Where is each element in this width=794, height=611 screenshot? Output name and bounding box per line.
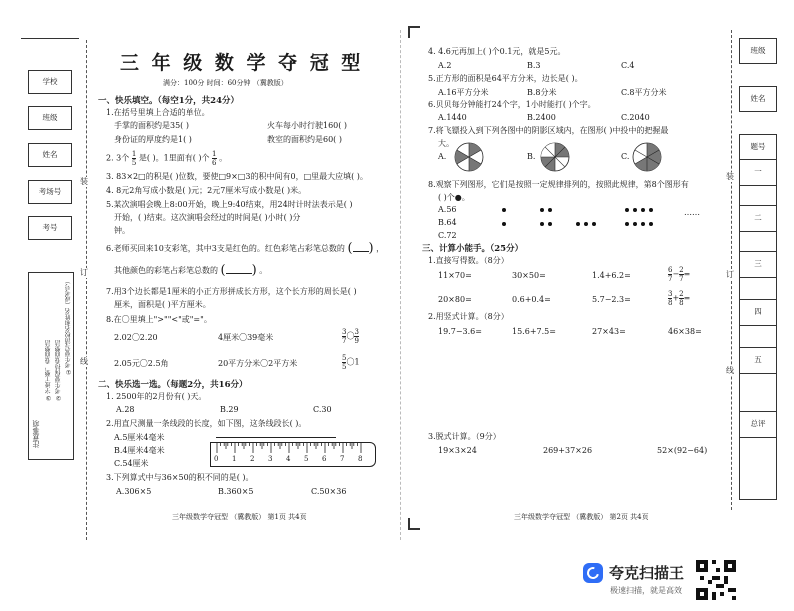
s3-p2: 2.用竖式计算。（8分）: [428, 312, 509, 321]
fraction-5-5: $\frac{5}{5}$: [342, 354, 347, 371]
p2-q8b: ( )个●。: [438, 193, 470, 202]
s2-q3-opt-a: A.306×5: [116, 487, 152, 496]
stub-class: [28, 106, 72, 130]
exam-meta: 满分：100分 时间：60分钟 （冀教版）: [163, 79, 288, 87]
qr-code-icon: [696, 560, 736, 600]
page-2-footer: 三年级数学夺冠型 （冀教版） 第2页 共4页: [514, 513, 649, 521]
s2-q2-opt-c: C.54厘米: [114, 459, 149, 468]
binding-dashed-line: [86, 40, 87, 540]
p2-q7-opt-a: A.: [438, 152, 447, 161]
s3-r4-1: 19×3×24: [438, 446, 477, 455]
s3-r2-4: $\frac{3}{8}$ + $\frac{2}{8}$ =: [668, 290, 691, 307]
right-total: [739, 412, 777, 438]
section-3-heading: 三、计算小能手。（25分）: [422, 244, 524, 254]
stub-name: [28, 143, 72, 167]
s1-q6-comma: ，: [376, 244, 385, 253]
p2-q6-opt-a: A.1440: [438, 113, 467, 122]
s2-q2-opt-b: B.4厘米4毫米: [114, 446, 165, 455]
ruler-label-1: 1: [232, 455, 237, 463]
right-q5: [739, 348, 777, 374]
compare-2: 4厘米〇39毫米: [218, 333, 274, 342]
right-q4: [739, 300, 777, 326]
p2-q8: 8.观察下列图形，它们是按照一定规律排列的，按照此规律，第8个图形有: [428, 180, 689, 189]
fraction-1-5: $\frac{1}{5}$: [131, 150, 137, 167]
ruler-label-4: 4: [286, 455, 291, 463]
dots-ellipsis: ……: [684, 208, 700, 217]
compare-5: 20平方分米〇2平方米: [218, 359, 298, 368]
s3-r2-1: 20×80=: [438, 295, 472, 304]
s1-q5b: 开始，( )结束。这次演唱会经过的时间是( )小时( )分: [114, 213, 301, 222]
p2-q7b: 大。: [438, 139, 454, 148]
right-q3: [739, 252, 777, 278]
notice-line-2: ②考生要保持卷面整洁: [55, 340, 62, 401]
exam-title: 三 年 级 数 学 夺 冠 型: [120, 52, 364, 74]
right-name: [739, 86, 777, 112]
dartboard-c: [632, 142, 662, 172]
compare-4: 2.05元〇2.5角: [114, 359, 169, 368]
s2-q3-opt-c: C.50×36: [311, 487, 347, 496]
right-class: [739, 38, 777, 64]
p2-q7-opt-c: C.: [621, 152, 630, 161]
right-q2-score: [739, 232, 777, 252]
fraction-6-7: $\frac{6}{7}$: [668, 266, 673, 283]
s3-r1-3: 1.4+6.2=: [592, 271, 631, 280]
s1-q6c-end: 。: [259, 266, 268, 275]
s3-r3-2: 15.6+7.5=: [512, 327, 556, 336]
s3-r1-2: 30×50=: [512, 271, 546, 280]
stub-room: [28, 180, 72, 204]
ruler-label-5: 5: [304, 455, 309, 463]
stub-school-label: 学校: [42, 77, 58, 86]
blank-fraction-1: ( ): [347, 241, 374, 256]
fraction-2-7: $\frac{2}{7}$: [679, 266, 684, 283]
s2-q1: 1. 2500年的2月份有( )天。: [106, 392, 207, 401]
right-total-score: [739, 438, 777, 500]
s1-q1d: 教室的面积约是60( ): [267, 135, 342, 144]
s2-q2-opt-a: A.5厘米4毫米: [114, 433, 165, 442]
compare-6: $\frac{5}{5}$ 〇1: [342, 354, 360, 371]
s1-q3: 3. 83×2□的积是( )位数，要使□9×□3的积中间有0，□里最大应填( )。: [106, 172, 368, 181]
s1-q6c: [114, 263, 268, 278]
page-1-footer: 三年级数学夺冠型 （冀教版） 第1页 共4页: [172, 513, 307, 521]
ruler-label-2: 2: [250, 455, 255, 463]
s1-q6c-text: 其他颜色的彩笔占彩笔总数的: [114, 266, 218, 275]
fraction-3-8: $\frac{3}{8}$: [668, 290, 673, 307]
right-q3-score: [739, 278, 777, 300]
dartboard-a: [454, 142, 484, 172]
notice-line-1: ①考生要写清校名和姓名（或考号）: [65, 278, 72, 375]
compare-1: 2.02〇2.20: [114, 333, 158, 342]
ruler-label-0: 0: [214, 455, 219, 463]
s1-q7: 7.用3个边长都是1厘米的小正方形拼成长方形，这个长方形的周长是( ): [106, 287, 357, 296]
p2-q4: 4. 4.6元再加上( )个0.1元，就是5元。: [428, 47, 566, 56]
p2-q6-opt-b: B.2400: [527, 113, 556, 122]
s3-p1: 1.直接写得数。（8分）: [428, 256, 509, 265]
s1-q1a: 手掌的面积约是35( ): [114, 121, 189, 130]
s2-q1-opt-c: C.30: [313, 405, 332, 414]
p2-q5-opt-a: A.16平方分米: [438, 88, 489, 97]
s1-q1b: 火车每小时行驶160( ): [267, 121, 348, 130]
dartboard-b: [540, 142, 570, 172]
s2-q3-opt-b: B.360×5: [218, 487, 254, 496]
s3-r4-3: 52×(92−64): [657, 446, 708, 455]
blank-fraction-2: ( ): [220, 263, 257, 278]
right-qno: [739, 134, 777, 160]
ruler-body: [210, 442, 376, 467]
crop-mark-tl: [408, 26, 420, 38]
scanner-brand: 夸克扫描王: [609, 564, 685, 582]
s1-q4: 4. 8元2角写成小数是( )元；2元7厘米写成小数是( )米。: [106, 186, 307, 195]
right-q3-label: 三: [754, 259, 762, 268]
right-q2: [739, 206, 777, 232]
s2-q2: 2.用直尺测量一条线段的长度，如下图，这条线段长( )。: [106, 419, 307, 428]
s1-q5c: 钟。: [114, 226, 130, 235]
p2-q6: 6.贝贝每分钟能打24个字，1小时能打( )个字。: [428, 100, 596, 109]
notice-label: 注意事项: [32, 420, 40, 448]
ruler-label-6: 6: [322, 455, 327, 463]
s1-q8: 8.在〇里填上">""<"或"="。: [106, 315, 212, 324]
seal-char-3: 线: [80, 357, 88, 366]
stub-school: [28, 70, 72, 94]
s1-q7b: 厘米，面积是( )平方厘米。: [114, 300, 211, 309]
right-q4-label: 四: [754, 307, 762, 316]
right-q5-label: 五: [754, 355, 762, 364]
stub-exam-no-label: 考号: [42, 223, 58, 232]
s1-q6-text: 6.老师买回来10支彩笔，其中3支是红色的。红色彩笔占彩笔总数的: [106, 244, 345, 253]
s3-r4-2: 269+37×26: [543, 446, 593, 455]
seal-char-2: 订: [80, 268, 88, 277]
section-2-heading: 二、快乐选一选。（每题2分，共16分）: [98, 380, 248, 390]
p2-q5-opt-c: C.8平方分米: [621, 88, 667, 97]
p2-q5: 5.正方形的面积是64平方分米，边长是( )。: [428, 74, 583, 83]
s1-q1c: 身份证的厚度约是1( ): [114, 135, 192, 144]
s1-q2: [106, 150, 227, 167]
right-q1-score: [739, 186, 777, 206]
right-seal-char-1: 装: [726, 172, 734, 181]
right-qno-label: 题号: [750, 142, 766, 151]
p2-q4-opt-a: A.2: [438, 61, 452, 70]
fraction-3-7: $\frac{3}{7}$: [342, 328, 347, 345]
section-1-heading: 一、快乐填空。（每空1分，共24分）: [98, 96, 239, 106]
s3-r1-1: 11×70=: [438, 271, 472, 280]
p2-q8-opt-c: C.72: [438, 231, 457, 240]
scanner-slogan: 极速扫描，就是高效: [610, 586, 682, 595]
s2-q3: 3.下列算式中与36×50的积不同的是( )。: [106, 473, 254, 482]
p2-q8-opt-a: A.56: [438, 205, 457, 214]
ruler-label-7: 7: [340, 455, 345, 463]
p2-q4-opt-c: C.4: [621, 61, 635, 70]
s1-q2-part-b: 是( )。1里面有( )个: [138, 153, 210, 163]
right-seal-char-3: 线: [726, 366, 734, 375]
s3-p3: 3.脱式计算。（9分）: [428, 432, 501, 441]
s1-q2-part-c: 。: [219, 153, 228, 163]
p2-q7: 7.将飞镖投入到下列各图中的阴影区域内，在图形( )中投中的把握最: [428, 126, 669, 135]
stub-class-label: 班级: [42, 113, 58, 122]
stub-name-label: 姓名: [42, 150, 58, 159]
s3-r3-4: 46×38=: [668, 327, 702, 336]
right-q2-label: 二: [754, 213, 762, 222]
right-class-label: 班级: [750, 46, 766, 55]
measured-segment: [216, 437, 336, 438]
s1-q2-part-a: 2. 3个: [106, 153, 130, 163]
s1-q6: [106, 241, 385, 256]
fraction-3-9: $\frac{3}{9}$: [354, 328, 359, 345]
seal-char-1: 装: [80, 177, 88, 186]
right-q4-score: [739, 326, 777, 348]
p2-q5-opt-b: B.8分米: [527, 88, 557, 97]
p2-q8-opt-b: B.64: [438, 218, 457, 227]
right-total-label: 总评: [750, 419, 766, 428]
compare-3: $\frac{3}{7}$ 〇 $\frac{3}{9}$: [342, 328, 359, 345]
p2-q4-opt-b: B.3: [527, 61, 541, 70]
stub-room-label: 考场号: [38, 187, 62, 196]
scanner-logo-icon: [583, 563, 603, 583]
ruler-label-3: 3: [268, 455, 273, 463]
stub-exam-no: [28, 216, 72, 240]
crop-mark-bl: [408, 518, 420, 530]
dot-pattern: [496, 206, 706, 228]
s3-r1-4: $\frac{6}{7}$ − $\frac{2}{7}$ =: [668, 266, 691, 283]
s3-r2-2: 0.6+0.4=: [512, 295, 551, 304]
right-q1-label: 一: [754, 167, 762, 176]
right-q1: [739, 160, 777, 186]
notice-line-3: ③字迹工整，卷面整洁: [45, 340, 52, 401]
s2-q1-opt-b: B.29: [220, 405, 239, 414]
s3-r3-3: 27×43=: [592, 327, 626, 336]
ruler-label-8: 8: [358, 455, 363, 463]
p2-q6-opt-c: C.2040: [621, 113, 650, 122]
right-q5-score: [739, 374, 777, 412]
p2-q7-opt-b: B.: [527, 152, 536, 161]
s1-q1: 1.在括号里填上合适的单位。: [106, 108, 210, 117]
fraction-2-8: $\frac{2}{8}$: [679, 290, 684, 307]
right-name-label: 姓名: [750, 94, 766, 103]
s3-r3-1: 19.7−3.6=: [438, 327, 482, 336]
stub-top-line: [21, 38, 79, 39]
s3-r2-3: 5.7−2.3=: [592, 295, 631, 304]
fraction-1-6: $\frac{1}{6}$: [212, 150, 217, 167]
right-seal-char-2: 订: [726, 270, 734, 279]
s1-q5: 5.某次演唱会晚上8:00开始，晚上9:40结束，用24时计时法表示是( ): [106, 200, 353, 209]
qr-code-pattern: [696, 560, 736, 600]
center-fold-line: [400, 30, 401, 540]
s2-q1-opt-a: A.28: [116, 405, 135, 414]
